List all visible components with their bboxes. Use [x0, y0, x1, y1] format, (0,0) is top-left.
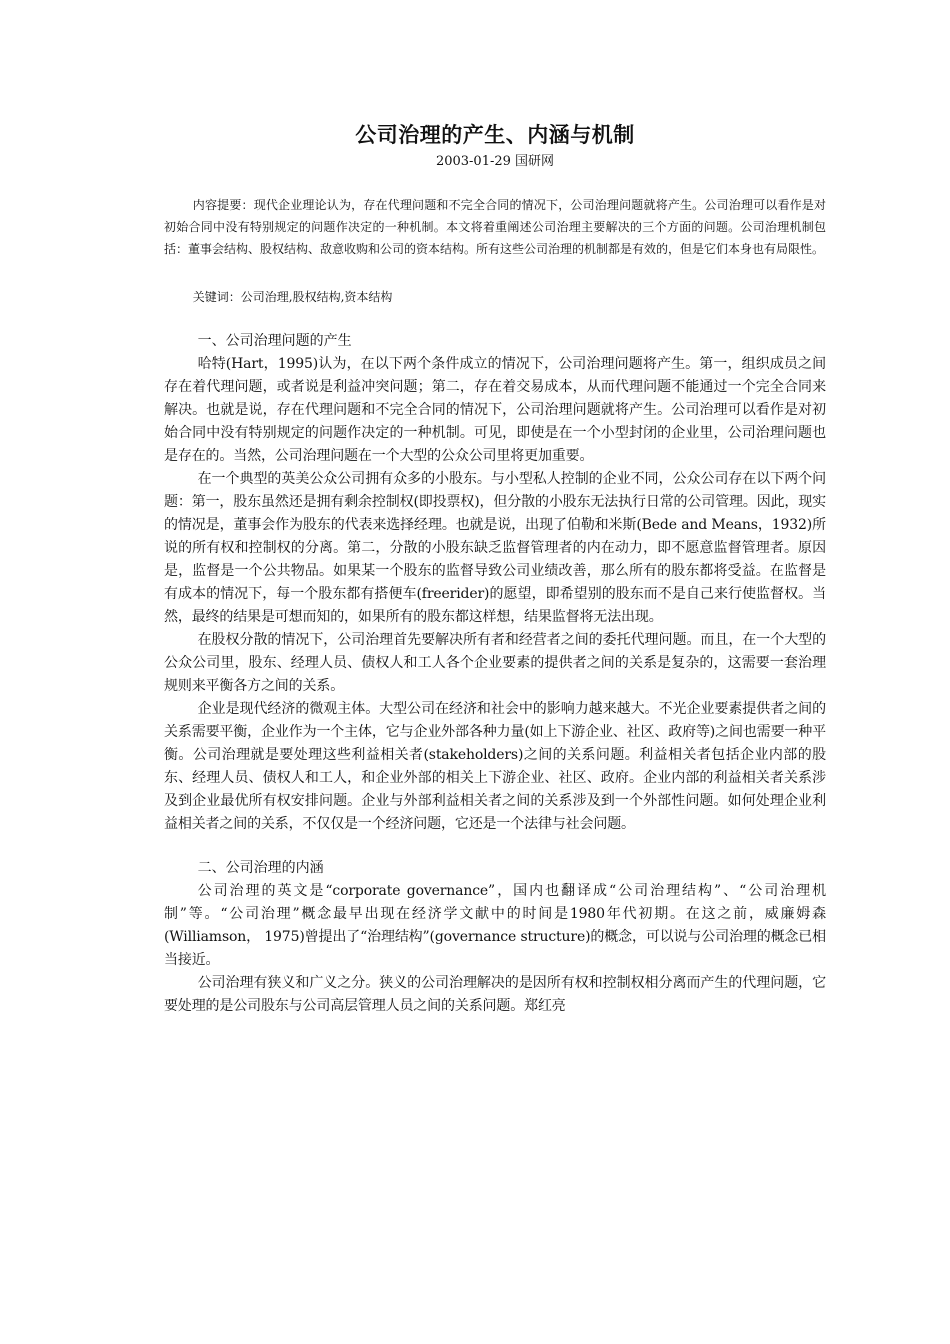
section-2-paragraph: 公司治理的英文是“corporate governance”，国内也翻译成“公司治理结构”、“公司治理机制”等。“公司治理”概念最早出现在经济学文献中的时间是1980年代初期。在这之前，威廉姆森(Williamson， 1975)曾提出了“治理结构”(governance structure)的概念，可以说与公司治理的概念已相当接近。 — [164, 883, 826, 968]
document-page — [164, 118, 826, 1018]
section-1 — [164, 330, 826, 836]
section-2 — [164, 857, 826, 1018]
section-2-paragraph: 公司治理有狭义和广义之分。狭义的公司治理解决的是因所有权和控制权相分离而产生的代理问题，它要处理的是公司股东与公司高层管理人员之间的关系问题。郑红亮 — [164, 975, 826, 1014]
section-1-heading: 一、公司治理问题的产生 — [197, 333, 352, 349]
section-1-paragraph: 企业是现代经济的微观主体。大型公司在经济和社会中的影响力越来越大。不光企业要素提供者之间的关系需要平衡，企业作为一个主体，它与企业外部各种力量(如上下游企业、社区、政府等)之间也需要一种平衡。公司治理就是要处理这些利益相关者(stakeholders)之间的关系问题。利益相关者包括企业内部的股东、经理人员、债权人和工人，和企业外部的相关上下游企业、社区、政府。企业内部的利益相关者关系涉及到企业最优所有权安排问题。企业与外部利益相关者之间的关系涉及到一个外部性问题。如何处理企业利益相关者之间的关系，不仅仅是一个经济问题，它还是一个法律与社会问题。 — [164, 701, 826, 832]
abstract-paragraph: 内容提要：现代企业理论认为，存在代理问题和不完全合同的情况下，公司治理问题就将产生。公司治理可以看作是对初始合同中没有特别规定的问题作决定的一种机制。本文将着重阐述公司治理主要解决的三个方面的问题。公司治理机制包括：董事会结构、股权结构、敌意收购和公司的资本结构。所有这些公司治理的机制都是有效的，但是它们本身也有局限性。 — [164, 198, 826, 256]
publication-meta: 2003-01-29 国研网 — [435, 154, 555, 169]
section-1-paragraph: 哈特(Hart，1995)认为，在以下两个条件成立的情况下，公司治理问题将产生。第一，组织成员之间存在着代理问题，或者说是利益冲突问题；第二，存在着交易成本，从而代理问题不能通过一个完全合同来解决。也就是说，存在代理问题和不完全合同的情况下，公司治理问题就将产生。公司治理可以看作是对初始合同中没有特别规定的问题作决定的一种机制。可见，即使是在一个小型封闭的企业里，公司治理问题也是存在的。当然，公司治理问题在一个大型的公众公司里将更加重要。 — [164, 356, 826, 464]
page-title: 公司治理的产生、内涵与机制 — [355, 123, 635, 147]
section-1-paragraph: 在股权分散的情况下，公司治理首先要解决所有者和经营者之间的委托代理问题。而且，在一个大型的公众公司里，股东、经理人员、债权人和工人各个企业要素的提供者之间的关系是复杂的，这需要一套治理规则来平衡各方之间的关系。 — [164, 632, 826, 694]
keywords-line: 关键词：公司治理,股权结构,资本结构 — [192, 290, 393, 304]
section-1-paragraph: 在一个典型的英美公众公司拥有众多的小股东。与小型私人控制的企业不同，公众公司存在以下两个问题：第一，股东虽然还是拥有剩余控制权(即投票权)，但分散的小股东无法执行日常的公司管理。因此，现实的情况是，董事会作为股东的代表来选择经理。也就是说，出现了伯勒和米斯(Bede and Means，1932)所说的所有权和控制权的分离。第二，分散的小股东缺乏监督管理者的内在动力，即不愿意监督管理者。原因是，监督是一个公共物品。如果某一个股东的监督导致公司业绩改善，那么所有的股东都将受益。在监督是有成本的情况下，每一个股东都有搭便车(freerider)的愿望，即希望别的股东而不是自己来行使监督权。当然，最终的结果是可想而知的，如果所有的股东都这样想，结果监督将无法出现。 — [164, 471, 826, 625]
section-2-heading: 二、公司治理的内涵 — [197, 860, 324, 876]
